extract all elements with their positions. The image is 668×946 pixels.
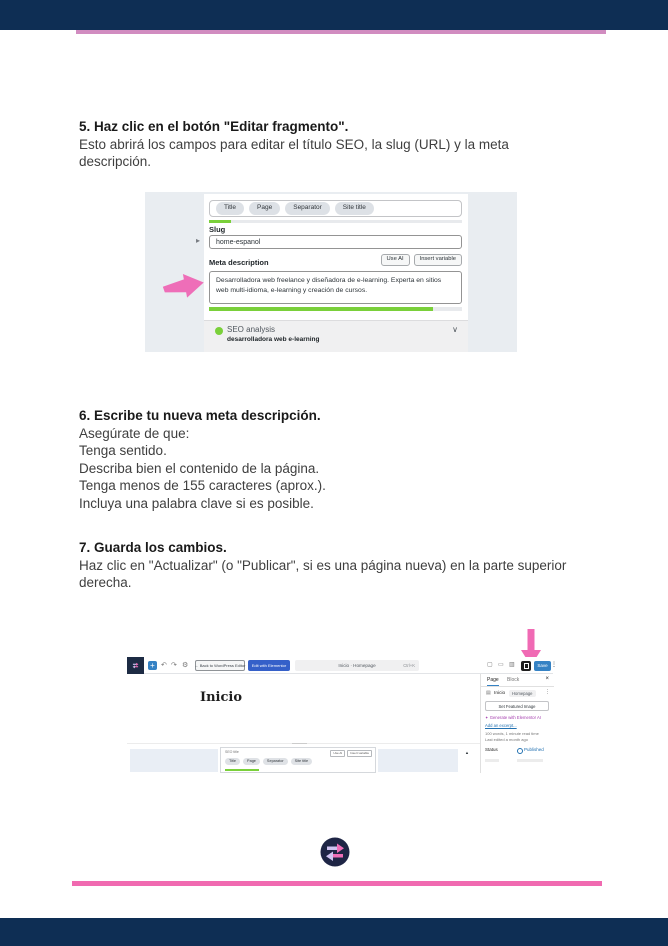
step7-heading: 7. Guarda los cambios. [79,540,227,555]
edit-with-elementor-button[interactable]: Edit with Elementor [248,660,290,671]
redo-icon[interactable]: ↷ [171,662,177,669]
placeholder-row [485,759,499,762]
mini-actions [330,750,372,757]
header-bar [0,0,668,30]
footer-bar [0,918,668,946]
elementor-ai-link-label: Generate with Elementor AI [489,715,541,720]
elementor-ai-link[interactable] [485,715,541,720]
desktop-preview-icon[interactable]: ▭ [498,662,504,668]
editor-bottom-strip [127,744,480,773]
slug-label: Slug [209,225,226,234]
options-kebab-icon[interactable]: ⋮ [551,662,557,668]
settings-panel-toggle[interactable] [521,661,531,671]
sparkle-icon: ✦ [485,715,489,720]
word-count-text: 100 words, 1 minute read time [485,731,539,736]
footer-accent-line [72,881,602,886]
site-logo-button[interactable] [127,657,144,674]
variable-pill-page[interactable]: Page [249,202,280,215]
variable-pill-title[interactable]: Title [216,202,244,215]
tab-page[interactable]: Page [487,677,499,686]
mini-pills-row [225,758,312,765]
collapse-caret-icon[interactable]: ▸ [196,236,201,245]
content-block-right [378,749,458,772]
editor-canvas[interactable] [127,674,480,744]
block-inserter-button[interactable]: + [148,661,157,670]
copy-icon[interactable]: ▢ [487,662,493,668]
editor-sidebar [480,674,553,773]
seo-analysis-section[interactable] [204,320,468,352]
use-ai-button[interactable]: Use AI [381,254,410,266]
insert-variable-button[interactable]: Insert variable [414,254,462,266]
status-circle-icon [517,748,523,754]
wp-editor-screenshot [127,657,557,773]
yoast-mini-panel [220,747,376,773]
mini-use-ai-button[interactable]: Use AI [330,750,345,757]
variable-pill-separator[interactable]: Separator [285,202,330,215]
step5-line: descripción. [79,154,152,169]
meta-description-label: Meta description [209,258,269,267]
step6-line: Asegúrate de que: [79,425,190,441]
status-published-value[interactable]: Published [524,747,544,752]
doc-kebab-icon[interactable]: ⋮ [545,689,550,695]
last-edited-text: Last edited a month ago [485,737,528,742]
seo-score-dot-icon [215,327,223,335]
editor-toolbar [127,657,557,674]
mini-pill-sitetitle[interactable]: Site title [291,758,313,765]
step7-line: derecha. [79,575,132,590]
meta-description-textarea[interactable]: Desarrolladora web freelance y diseñadora de e-learning. Experta en sitios web multi-idioma, e-learning y creación de cursos. [209,271,462,304]
panel-toggle-glyph [524,663,529,669]
document-icon: ▤ [486,690,491,696]
title-length-fill [209,220,231,223]
title-length-bar [209,220,462,223]
step6-section [79,407,619,512]
tools-icon[interactable]: ⚙ [182,662,189,669]
annotation-arrow-right-icon [161,269,207,304]
save-button[interactable]: Save [534,661,551,671]
step6-line: Tenga menos de 155 caracteres (aprox.). [79,478,326,493]
step5-section [79,118,619,171]
meta-length-fill [209,307,433,311]
variable-pill-sitetitle[interactable]: Site title [335,202,374,215]
meta-actions [345,254,462,266]
mini-pill-title[interactable]: Title [225,758,240,765]
step6-line: Describa bien el contenido de la página. [79,460,320,476]
seo-analysis-title: SEO analysis [227,325,276,334]
yoast-screenshot [145,192,517,352]
step5-heading: 5. Haz clic en el botón "Editar fragmento". [79,119,349,134]
doc-name: Inicio [494,691,506,696]
back-to-wp-editor-button[interactable]: ← Back to WordPress Editor [195,660,245,671]
scroll-marker-icon: ▲ [465,750,469,755]
slug-input[interactable]: home-espanol [209,235,462,249]
mini-pill-separator[interactable]: Separator [263,758,288,765]
mini-length-fill [225,769,259,772]
header-accent-line [76,30,606,34]
step5-line: Esto abrirá los campos para editar el título SEO, la slug (URL) y la meta [79,136,509,152]
seo-title-variables-field[interactable] [209,200,462,217]
placeholder-row [517,759,543,762]
page-title-text[interactable]: Inicio [200,690,242,705]
tab-block[interactable]: Block [507,677,520,683]
mini-insert-variable-button[interactable]: Insert variable [347,750,372,757]
mini-seo-title-label: SEO title [225,750,239,754]
brand-logo-badge [318,835,352,869]
status-label: Status [485,747,498,752]
set-featured-image-button[interactable]: Set Featured Image [485,701,549,711]
add-excerpt-link[interactable]: Add an excerpt... [485,723,517,728]
responsive-preview-icon[interactable]: ▥ [509,662,515,668]
homepage-badge: Homepage [509,690,536,697]
meta-length-bar [209,307,462,311]
shortcut-hint: Ctrl+K [403,663,415,668]
step6-heading: 6. Escribe tu nueva meta descripción. [79,408,321,423]
undo-icon[interactable]: ↶ [161,662,167,669]
content-block-left [130,749,218,772]
mini-pill-page[interactable]: Page [243,758,260,765]
tabs-divider [481,686,554,687]
close-icon[interactable]: × [545,676,549,682]
command-palette-field[interactable] [295,660,419,671]
chevron-down-icon[interactable]: ∨ [452,325,458,334]
document-title: Inicio · Homepage [338,663,376,668]
brand-swap-icon [130,660,141,671]
step7-section [79,539,639,592]
step6-line: Incluya una palabra clave si es posible. [79,495,314,511]
step6-line: Tenga sentido. [79,443,167,458]
seo-analysis-keyphrase: desarrolladora web e-learning [227,336,320,343]
step7-line: Haz clic en "Actualizar" (o "Publicar", si es una página nueva) en la parte superior [79,557,567,573]
